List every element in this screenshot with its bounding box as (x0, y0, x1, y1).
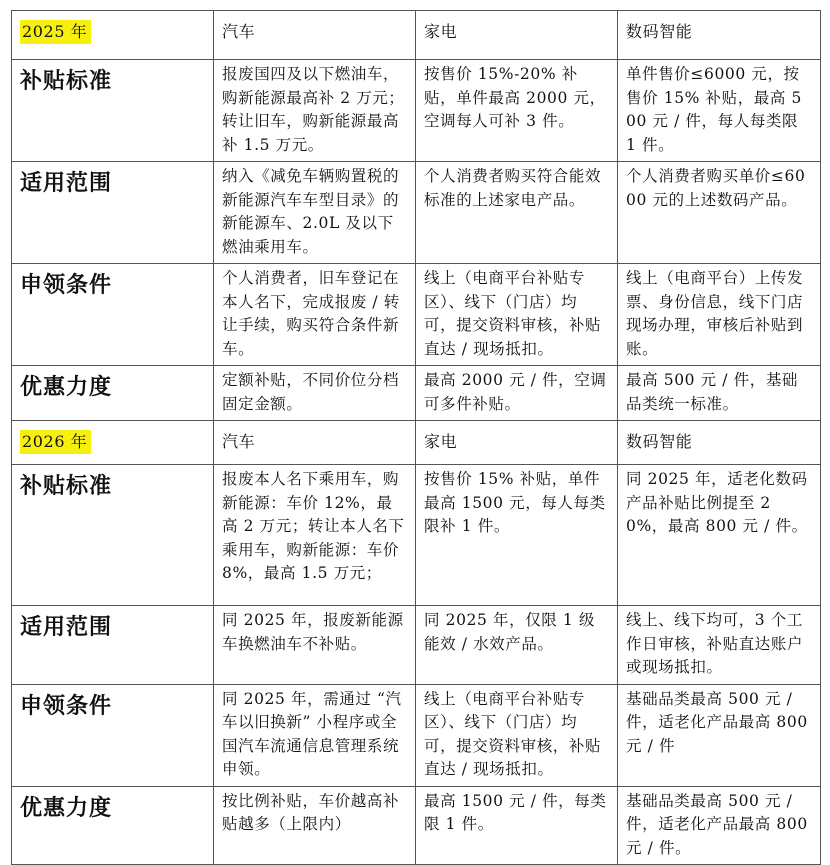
cell-appliance: 同 2025 年，仅限 1 级能效 / 水效产品。 (416, 606, 618, 685)
cell-appliance: 按售价 15%-20% 补贴，单件最高 2000 元，空调每人可补 3 件。 (416, 60, 618, 162)
cell-digital: 线上、线下均可，3 个工作日审核，补贴直达账户或现场抵扣。 (618, 606, 821, 685)
table-row (12, 366, 821, 421)
row-label-conditions: 申领条件 (12, 264, 214, 366)
column-header-appliance: 家电 (416, 11, 618, 60)
table-row (12, 684, 821, 786)
cell-digital: 基础品类最高 500 元 / 件，适老化产品最高 800 元 / 件。 (618, 786, 821, 865)
cell-car: 报废本人名下乘用车，购新能源：车价 12%，最高 2 万元；转让本人名下乘用车，购新能源：车价 8%，最高 1.5 万元； (214, 465, 416, 606)
cell-appliance: 线上（电商平台补贴专区）、线下（门店）均可，提交资料审核，补贴直达 / 现场抵扣。 (416, 684, 618, 786)
year-header-row-2026 (12, 421, 821, 465)
cell-digital: 个人消费者购买单价≤6000 元的上述数码产品。 (618, 162, 821, 264)
column-header-appliance: 家电 (416, 421, 618, 465)
subsidy-policy-table (11, 10, 821, 865)
row-label-standard: 补贴标准 (12, 60, 214, 162)
cell-digital: 最高 500 元 / 件，基础品类统一标准。 (618, 366, 821, 421)
cell-car: 定额补贴，不同价位分档固定金额。 (214, 366, 416, 421)
year-cell (12, 11, 214, 60)
cell-car: 同 2025 年，报废新能源车换燃油车不补贴。 (214, 606, 416, 685)
cell-car: 个人消费者，旧车登记在本人名下，完成报废 / 转让手续，购买符合条件新车。 (214, 264, 416, 366)
cell-digital: 基础品类最高 500 元 / 件，适老化产品最高 800 元 / 件 (618, 684, 821, 786)
column-header-digital: 数码智能 (618, 421, 821, 465)
cell-car: 按比例补贴，车价越高补贴越多（上限内） (214, 786, 416, 865)
row-label-benefit: 优惠力度 (12, 366, 214, 421)
year-label-2025: 2025 年 (20, 20, 91, 44)
table-row (12, 162, 821, 264)
year-header-row-2025 (12, 11, 821, 60)
cell-digital: 线上（电商平台）上传发票、身份信息，线下门店现场办理，审核后补贴到账。 (618, 264, 821, 366)
row-label-conditions: 申领条件 (12, 684, 214, 786)
table-row (12, 465, 821, 606)
cell-appliance: 线上（电商平台补贴专区）、线下（门店）均可，提交资料审核，补贴直达 / 现场抵扣。 (416, 264, 618, 366)
cell-appliance: 最高 1500 元 / 件，每类限 1 件。 (416, 786, 618, 865)
column-header-car: 汽车 (214, 11, 416, 60)
cell-car: 报废国四及以下燃油车，购新能源最高补 2 万元；转让旧车，购新能源最高补 1.5 万元。 (214, 60, 416, 162)
table-row (12, 786, 821, 865)
row-label-benefit: 优惠力度 (12, 786, 214, 865)
year-cell (12, 421, 214, 465)
cell-digital: 单件售价≤6000 元，按售价 15% 补贴，最高 500 元 / 件，每人每类限 1 件。 (618, 60, 821, 162)
cell-car: 纳入《减免车辆购置税的新能源汽车车型目录》的新能源车、2.0L 及以下燃油乘用车。 (214, 162, 416, 264)
row-label-standard: 补贴标准 (12, 465, 214, 606)
cell-digital: 同 2025 年，适老化数码产品补贴比例提至 20%，最高 800 元 / 件。 (618, 465, 821, 606)
column-header-digital: 数码智能 (618, 11, 821, 60)
cell-car: 同 2025 年，需通过 “汽车以旧换新” 小程序或全国汽车流通信息管理系统申领。 (214, 684, 416, 786)
cell-appliance: 最高 2000 元 / 件，空调可多件补贴。 (416, 366, 618, 421)
cell-appliance: 按售价 15% 补贴，单件最高 1500 元，每人每类限补 1 件。 (416, 465, 618, 606)
table-row (12, 264, 821, 366)
row-label-scope: 适用范围 (12, 606, 214, 685)
cell-appliance: 个人消费者购买符合能效标准的上述家电产品。 (416, 162, 618, 264)
table-row (12, 606, 821, 685)
column-header-car: 汽车 (214, 421, 416, 465)
year-label-2026: 2026 年 (20, 430, 91, 454)
row-label-scope: 适用范围 (12, 162, 214, 264)
table-row (12, 60, 821, 162)
